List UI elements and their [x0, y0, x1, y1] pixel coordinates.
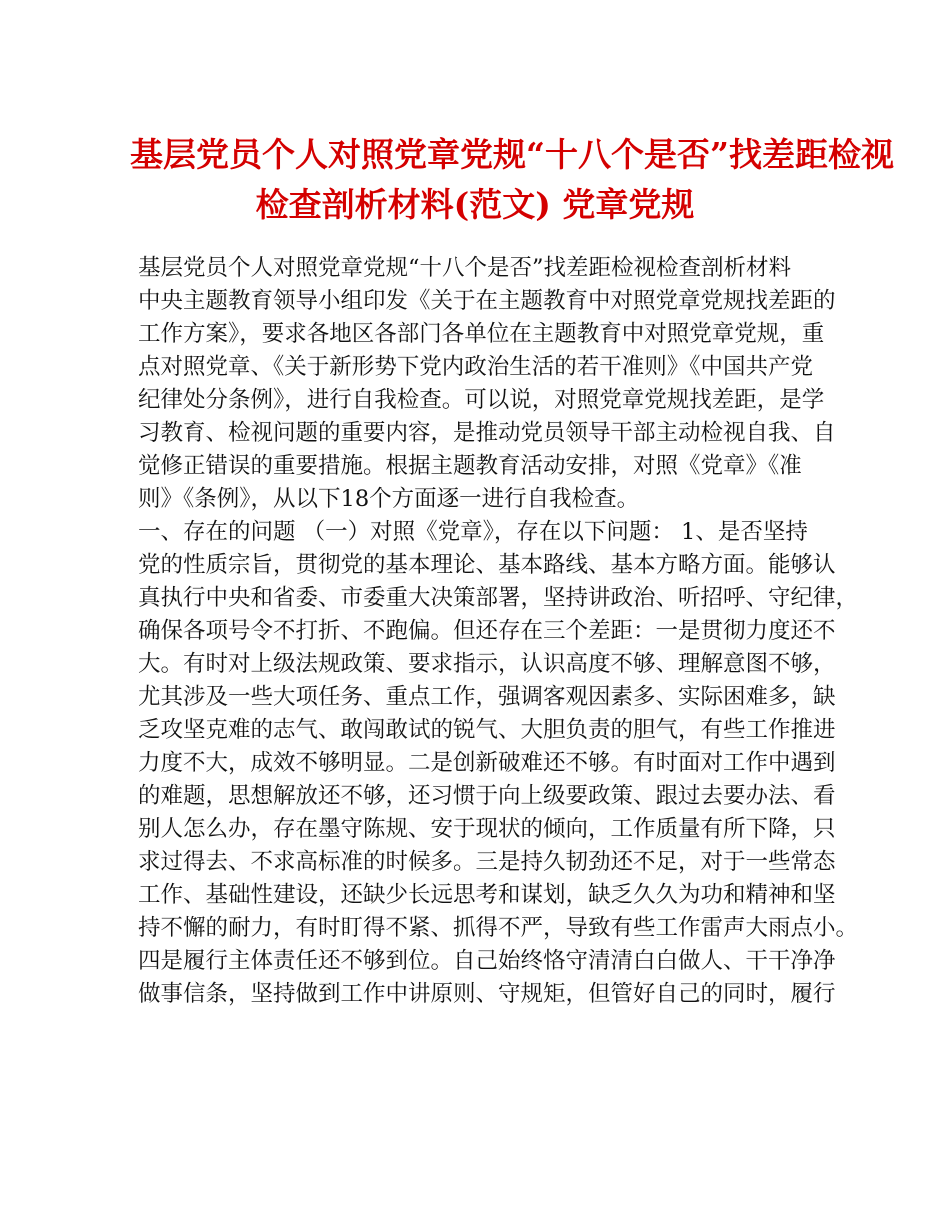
body-line: 真执行中央和省委、市委重大决策部署，坚持讲政治、听招呼、守纪律，: [138, 585, 859, 611]
body-line: 纪律处分条例》，进行自我检查。可以说，对照党章党规找差距，是学: [138, 387, 825, 413]
body-line: 觉修正错误的重要措施。根据主题教育活动安排，对照《党章》《准: [138, 453, 802, 479]
body-line: 持不懈的耐力，有时盯得不紧、抓得不严，导致有些工作雷声大雨点小。: [138, 915, 859, 941]
body-line: 点对照党章、《关于新形势下党内政治生活的若干准则》《中国共产党: [138, 354, 814, 380]
body-line: 党的性质宗旨，贯彻党的基本理论、基本路线、基本方略方面。能够认: [138, 552, 836, 578]
document-body: [138, 252, 859, 1011]
title-line: 检查剖析材料(范文) 党章党规: [255, 185, 695, 224]
body-line: 乏攻坚克难的志气、敢闯敢试的锐气、大胆负责的胆气，有些工作推进: [138, 717, 836, 743]
body-line: 力度不大，成效不够明显。二是创新破难还不够。有时面对工作中遇到: [138, 750, 836, 776]
body-line: 则》《条例》，从以下18个方面逐一进行自我检查。: [138, 486, 640, 512]
body-line: 别人怎么办，存在墨守陈规、安于现状的倾向，工作质量有所下降，只: [138, 816, 836, 842]
title-line: 基层党员个人对照党章党规“十八个是否”找差距检视: [130, 135, 894, 174]
body-line: 习教育、检视问题的重要内容，是推动党员领导干部主动检视自我、自: [138, 420, 836, 446]
body-line: 四是履行主体责任还不够到位。自己始终恪守清清白白做人、干干净净: [138, 948, 836, 974]
body-line: 工作方案》，要求各地区各部门各单位在主题教育中对照党章党规，重: [138, 321, 825, 347]
body-line: 确保各项号令不打折、不跑偏。但还存在三个差距：一是贯彻力度还不: [138, 618, 836, 644]
document-title: [130, 130, 894, 230]
body-line: 中央主题教育领导小组印发《关于在主题教育中对照党章党规找差距的: [138, 288, 836, 314]
body-line: 一、存在的问题 （一）对照《党章》，存在以下问题： 1、是否坚持: [138, 519, 808, 545]
body-line: 做事信条，坚持做到工作中讲原则、守规矩，但管好自己的同时，履行: [138, 981, 836, 1007]
body-line: 的难题，思想解放还不够，还习惯于向上级要政策、跟过去要办法、看: [138, 783, 836, 809]
body-line: 尤其涉及一些大项任务、重点工作，强调客观因素多、实际困难多，缺: [138, 684, 836, 710]
body-line: 大。有时对上级法规政策、要求指示，认识高度不够、理解意图不够，: [138, 651, 836, 677]
body-line: 基层党员个人对照党章党规“十八个是否”找差距检视检查剖析材料: [138, 255, 792, 281]
body-line: 求过得去、不求高标准的时候多。三是持久韧劲还不足，对于一些常态: [138, 849, 836, 875]
body-line: 工作、基础性建设，还缺少长远思考和谋划，缺乏久久为功和精神和坚: [138, 882, 836, 908]
